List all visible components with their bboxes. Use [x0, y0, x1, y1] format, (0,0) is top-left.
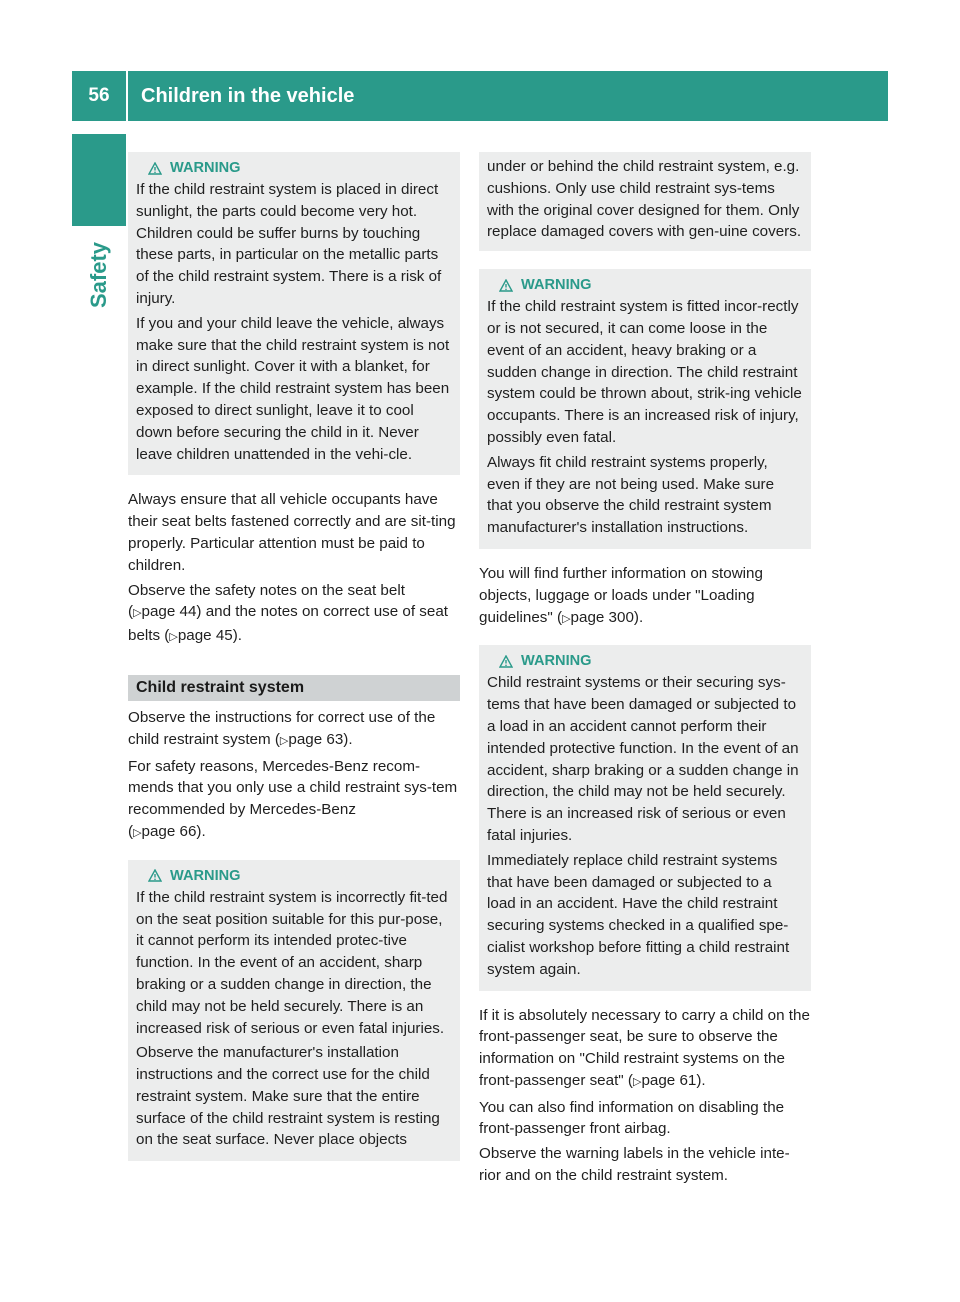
section-heading: Child restraint system [128, 675, 460, 701]
body-paragraph: Always ensure that all vehicle occupants have their seat belts fastened correctly and are sit-ting properly. Particular attention must be paid to children. [128, 491, 456, 574]
page-reference-triangle-icon: ▷ [562, 612, 571, 625]
section-tab [72, 134, 126, 226]
body-paragraph: You will find further information on stowing objects, luggage or loads under "Loading guidelines" (▷page 300). [479, 564, 763, 626]
warning-title: WARNING [170, 160, 241, 176]
header-divider [126, 71, 128, 121]
body-paragraph: For safety reasons, Mercedes-Benz recom-mends that you only use a child restraint sys-tem recommended by Mercedes-Benz (▷page 66). [128, 757, 458, 840]
body-paragraph: Observe the safety notes on the seat belt (▷page 44) and the notes on correct use of seat belts (▷page 45). [128, 581, 449, 645]
warning-text: If the child restraint system is placed in direct sunlight, the parts could become very hot. Children could be suffer burns by touching these parts, in particular on the metallic parts of the child restraint system. There is a risk of injury. [136, 181, 442, 307]
section-label: Safety [86, 241, 111, 309]
warning-text: Always fit child restraint systems properly, even if they are not being used. Make sure that you observe the child restraint system manufacturer's installation instructions. [487, 453, 775, 537]
page-number: 56 [88, 85, 110, 106]
warning-text: If you and your child leave the vehicle, always make sure that the child restraint system is not in direct sunlight. Cover it with a blanket, for example. If the child restraint system has been exposed to direct sunlight, leave it to cool down before securing the child in it. Never leave children unattended in the vehi-cle. [136, 314, 450, 463]
warning-box-continued [479, 152, 811, 251]
warning-box [479, 645, 811, 990]
page-reference-triangle-icon: ▷ [632, 1075, 642, 1088]
warning-triangle-icon [148, 869, 162, 882]
warning-box [128, 152, 460, 475]
page-reference-triangle-icon: ▷ [279, 734, 289, 747]
body-paragraph: If it is absolutely necessary to carry a child on the front-passenger seat, be sure to observe the information on "Child restraint systems on the front-passenger seat" (▷page 61). [479, 1006, 810, 1089]
warning-title: WARNING [521, 653, 592, 670]
warning-text: Immediately replace child restraint systems that have been damaged or subjected to a load in an accident. Have the child restraint securing systems checked in a qualified spe-cialist workshop before fitting a child restraint system again. [487, 851, 790, 978]
warning-box [479, 269, 811, 549]
warning-text: under or behind the child restraint system, e.g. cushions. Only use child restraint sys-tems with the original cover designed for them. Only replace damaged covers with gen-uine covers. [487, 158, 802, 241]
page-reference-triangle-icon: ▷ [169, 631, 178, 644]
warning-triangle-icon [499, 279, 513, 292]
warning-text: Child restraint systems or their securing sys-tems that have been damaged or subjected to a load in an accident cannot perform their intended protective function. In the event of an accident, sharp braking or a sudden change in direction, the child may not be held securely. There is an increased risk of serious or even fatal injuries. [487, 674, 799, 844]
warning-text: If the child restraint system is incorrectly fit-ted on the seat position suitable for this pur-pose, it cannot perform its intended protec-tive function. In the event of an accident, sharp braking or a sudden change in direction, the child may not be held securely. There is an increased risk of serious or even fatal injuries. [136, 888, 448, 1037]
chapter-title: Children in the vehicle [141, 85, 355, 107]
body-paragraph: You can also find information on disabling the front-passenger front airbag. [479, 1098, 785, 1138]
warning-triangle-icon [499, 655, 513, 668]
body-paragraph: Observe the warning labels in the vehicle inte-rior and on the child restraint system. [479, 1145, 790, 1185]
warning-title: WARNING [521, 277, 592, 294]
left-column [128, 152, 460, 1175]
page-reference-triangle-icon: ▷ [133, 826, 142, 839]
body-paragraph: Observe the instructions for correct use of the child restraint system (▷page 63). [128, 708, 436, 748]
warning-text: Observe the manufacturer's installation instructions and the correct use for the child restraint system. Make sure that the entire surface of the child restraint system is resting on the seat surface. Never place objects [136, 1044, 440, 1149]
right-column [479, 152, 811, 1190]
warning-triangle-icon [148, 162, 162, 175]
warning-title: WARNING [170, 867, 241, 884]
warning-text: If the child restraint system is fitted incor-rectly or is not secured, it can come loose in the event of an accident, heavy braking or a sudden change in direction. The child restraint system could be thrown about, strik-ing vehicle occupants. There is an increased risk of injury, possibly even fatal. [487, 298, 802, 446]
page-reference-triangle-icon: ▷ [133, 607, 142, 620]
warning-box [128, 860, 460, 1162]
